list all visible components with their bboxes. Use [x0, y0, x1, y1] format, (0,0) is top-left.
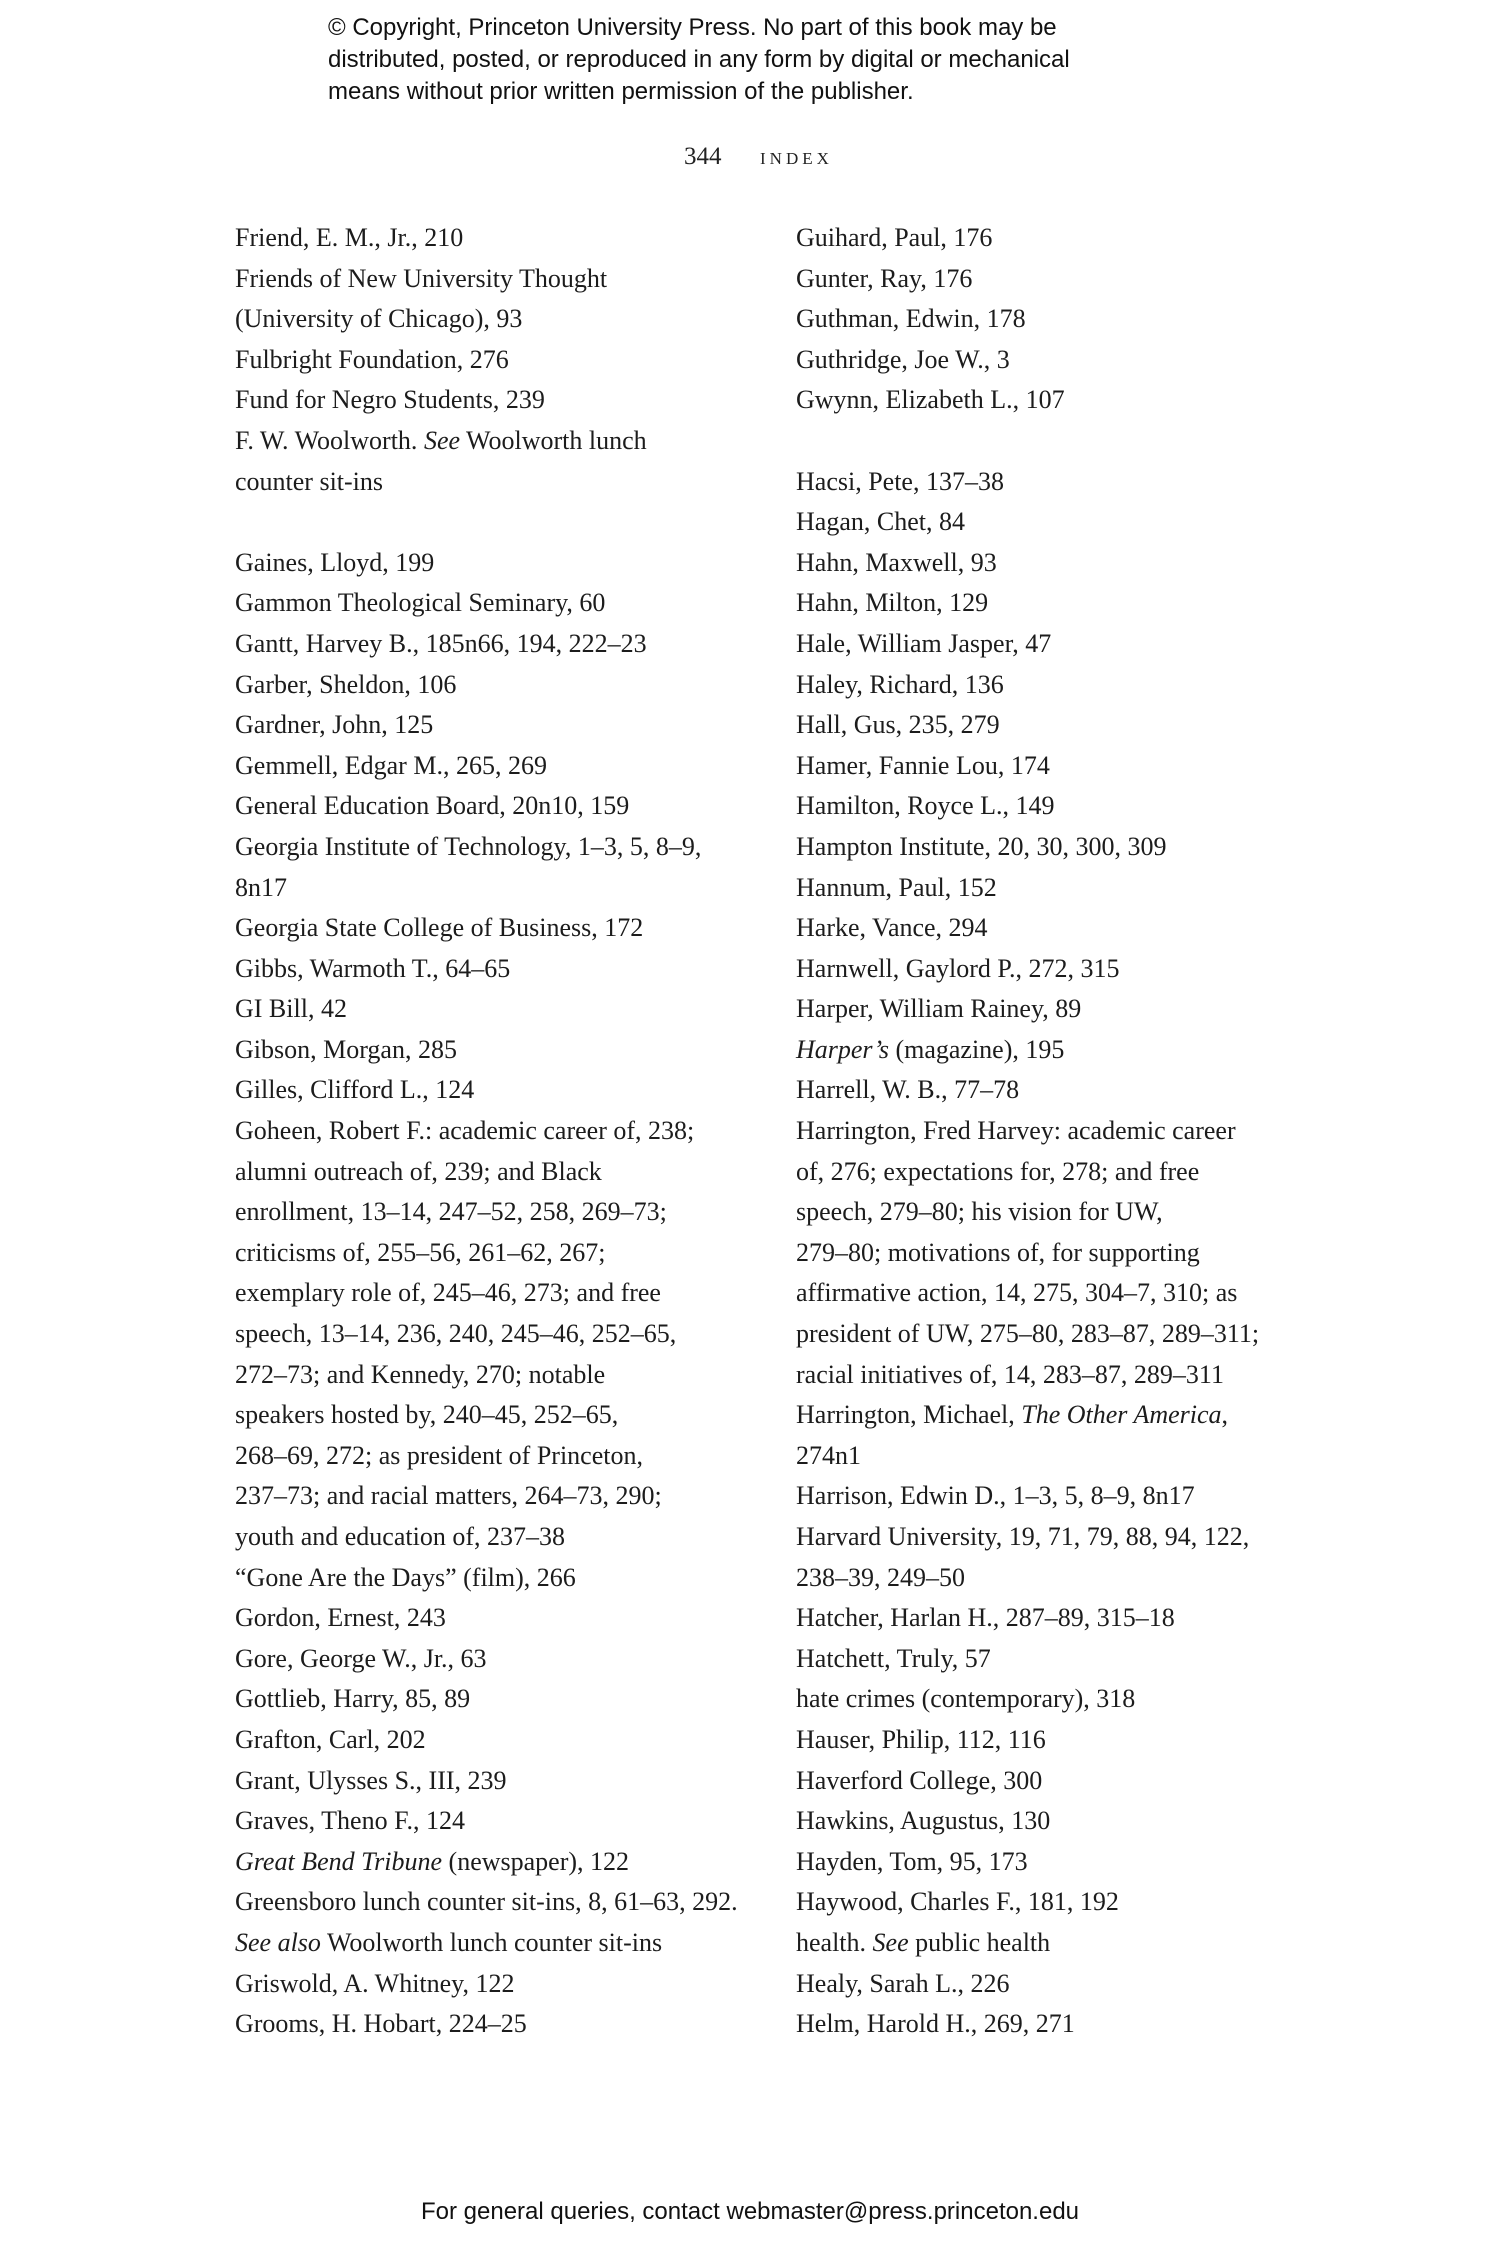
entry-text: speech, 13–14, 236, 240, 245–46, 252–65,: [235, 1319, 677, 1349]
index-entry: [796, 1639, 1356, 1680]
index-entry: [796, 624, 1356, 665]
index-entry: [796, 705, 1356, 746]
entry-text: (newspaper), 122: [442, 1846, 630, 1876]
entry-text: racial initiatives of, 14, 283–87, 289–311: [796, 1359, 1224, 1389]
index-entry-heading-line: [235, 1111, 775, 1152]
index-entry: [796, 827, 1356, 868]
index-entry-continuation-line: [235, 1395, 775, 1436]
index-entry-heading-line: [235, 1801, 775, 1842]
index-entry: [796, 1070, 1356, 1111]
index-entry: [796, 2004, 1356, 2045]
entry-text: of, 276; expectations for, 278; and free: [796, 1156, 1200, 1186]
index-entry-heading-line: [796, 1070, 1356, 1111]
index-entry: [796, 989, 1356, 1030]
entry-text: Grant, Ulysses S., III, 239: [235, 1765, 507, 1795]
entry-text: affirmative action, 14, 275, 304–7, 310; as: [796, 1278, 1238, 1308]
entry-text: Gordon, Ernest, 243: [235, 1603, 446, 1633]
entry-text: Fulbright Foundation, 276: [235, 344, 509, 374]
entry-text: ,: [1221, 1400, 1229, 1430]
index-entry: [796, 1679, 1356, 1720]
entry-text: Fund for Negro Students, 239: [235, 385, 545, 415]
index-entry-continuation-line: [235, 1517, 775, 1558]
index-entry: [235, 543, 775, 584]
index-entry: [235, 583, 775, 624]
index-entry-heading-line: [796, 1395, 1356, 1436]
index-entry-heading-line: [796, 665, 1356, 706]
entry-text: Hahn, Maxwell, 93: [796, 547, 997, 577]
entry-text: GI Bill, 42: [235, 994, 347, 1024]
index-entry-heading-line: [796, 908, 1356, 949]
entry-text: speakers hosted by, 240–45, 252–65,: [235, 1400, 619, 1430]
entry-text: criticisms of, 255–56, 261–62, 267;: [235, 1237, 606, 1267]
entry-text: 274n1: [796, 1440, 861, 1470]
index-entry-continuation-line: [235, 1476, 775, 1517]
index-entry: [235, 1679, 775, 1720]
index-entry-heading-line: [796, 259, 1356, 300]
index-entry-heading-line: [796, 502, 1356, 543]
entry-text: Friends of New University Thought: [235, 263, 608, 293]
entry-text: General Education Board, 20n10, 159: [235, 791, 630, 821]
index-entry-heading-line: [235, 1679, 775, 1720]
index-entry-heading-line: [796, 1679, 1356, 1720]
entry-text: Hatcher, Harlan H., 287–89, 315–18: [796, 1603, 1175, 1633]
italic-text: See also: [235, 1927, 321, 1957]
index-entry: [796, 665, 1356, 706]
index-column-right: [796, 218, 1356, 2045]
index-entry: [235, 1964, 775, 2005]
entry-text: Gibbs, Warmoth T., 64–65: [235, 953, 511, 983]
entry-text: exemplary role of, 245–46, 273; and free: [235, 1278, 661, 1308]
index-entry-continuation-line: [796, 1436, 1356, 1477]
entry-text: Hale, William Jasper, 47: [796, 628, 1052, 658]
entry-text: Hahn, Milton, 129: [796, 588, 989, 618]
entry-text: Gammon Theological Seminary, 60: [235, 588, 606, 618]
entry-text: Hamer, Fannie Lou, 174: [796, 750, 1050, 780]
letter-group-gap: [796, 421, 1356, 462]
index-entry-heading-line: [235, 421, 775, 462]
index-entry-heading-line: [796, 2004, 1356, 2045]
index-entry-heading-line: [796, 1639, 1356, 1680]
index-entry-heading-line: [235, 624, 775, 665]
entry-text: Goheen, Robert F.: academic career of, 238;: [235, 1116, 695, 1146]
index-entry-continuation-line: [235, 1923, 775, 1964]
index-entry-heading-line: [796, 949, 1356, 990]
index-entry-heading-line: [796, 705, 1356, 746]
index-entry: [235, 380, 775, 421]
index-entry-heading-line: [235, 1761, 775, 1802]
index-entry-heading-line: [235, 746, 775, 787]
entry-text: Gantt, Harvey B., 185n66, 194, 222–23: [235, 628, 647, 658]
entry-text: enrollment, 13–14, 247–52, 258, 269–73;: [235, 1197, 667, 1227]
index-entry: [796, 380, 1356, 421]
index-entry-heading-line: [796, 340, 1356, 381]
index-entry-continuation-line: [235, 1314, 775, 1355]
entry-text: Helm, Harold H., 269, 271: [796, 2009, 1075, 2039]
index-entry: [796, 1761, 1356, 1802]
index-entry: [235, 1720, 775, 1761]
index-entry: [796, 868, 1356, 909]
entry-text: (University of Chicago), 93: [235, 304, 523, 334]
entry-text: Graves, Theno F., 124: [235, 1806, 465, 1836]
index-entry: [796, 1964, 1356, 2005]
index-entry-heading-line: [235, 543, 775, 584]
index-entry: [796, 1517, 1356, 1598]
copyright-line: © Copyright, Princeton University Press. No part of this book may be: [328, 14, 1057, 41]
index-entry-heading-line: [796, 1761, 1356, 1802]
index-entry-continuation-line: [235, 462, 775, 503]
index-entry-heading-line: [235, 1030, 775, 1071]
entry-text: Guthman, Edwin, 178: [796, 304, 1026, 334]
index-entry: [235, 908, 775, 949]
index-entry: [235, 1882, 775, 1963]
index-entry: [796, 218, 1356, 259]
index-entry: [235, 421, 775, 502]
entry-text: Friend, E. M., Jr., 210: [235, 223, 464, 252]
index-entry-heading-line: [796, 380, 1356, 421]
index-entry-continuation-line: [235, 1233, 775, 1274]
index-entry: [235, 705, 775, 746]
index-entry: [796, 299, 1356, 340]
index-entry-heading-line: [796, 299, 1356, 340]
index-entry-heading-line: [235, 908, 775, 949]
index-entry-heading-line: [796, 1720, 1356, 1761]
index-entry-heading-line: [235, 1964, 775, 2005]
entry-text: 8n17: [235, 872, 287, 902]
entry-text: Woolworth lunch counter sit-ins: [320, 1927, 663, 1957]
index-entry: [796, 746, 1356, 787]
entry-text: Georgia State College of Business, 172: [235, 913, 644, 943]
entry-text: Hall, Gus, 235, 279: [796, 710, 1000, 740]
index-entry: [235, 624, 775, 665]
index-entry-heading-line: [796, 462, 1356, 503]
entry-text: 237–73; and racial matters, 264–73, 290;: [235, 1481, 662, 1511]
index-entry-heading-line: [235, 1720, 775, 1761]
index-entry-heading-line: [235, 1882, 775, 1923]
index-entry: [235, 1598, 775, 1639]
entry-text: Gunter, Ray, 176: [796, 263, 973, 293]
entry-text: hate crimes (contemporary), 318: [796, 1684, 1136, 1714]
entry-text: Guihard, Paul, 176: [796, 223, 993, 252]
entry-text: Haley, Richard, 136: [796, 669, 1004, 699]
index-entry-heading-line: [796, 746, 1356, 787]
index-entry-continuation-line: [796, 1273, 1356, 1314]
copyright-line: means without prior written permission of the publisher.: [328, 78, 914, 105]
index-entry-heading-line: [235, 1598, 775, 1639]
index-entry-continuation-line: [796, 1558, 1356, 1599]
index-entry-continuation-line: [796, 1355, 1356, 1396]
copyright-line: distributed, posted, or reproduced in any form by digital or mechanical: [328, 46, 1070, 73]
index-entry-heading-line: [235, 259, 775, 300]
index-entry: [235, 989, 775, 1030]
index-entry-continuation-line: [235, 868, 775, 909]
index-entry: [796, 1111, 1356, 1395]
index-entry-heading-line: [796, 1476, 1356, 1517]
entry-text: (magazine), 195: [888, 1034, 1065, 1064]
index-entry-heading-line: [796, 1882, 1356, 1923]
entry-text: Haverford College, 300: [796, 1765, 1043, 1795]
index-entry: [796, 1720, 1356, 1761]
footer-contact: For general queries, contact webmaster@press.princeton.edu: [420, 2198, 1080, 2225]
index-entry-heading-line: [796, 1030, 1356, 1071]
index-entry-heading-line: [235, 1842, 775, 1883]
entry-text: counter sit-ins: [235, 466, 384, 496]
index-entry: [796, 502, 1356, 543]
entry-text: Garber, Sheldon, 106: [235, 669, 457, 699]
entry-text: Harrington, Fred Harvey: academic career: [796, 1116, 1236, 1146]
index-entry: [235, 1801, 775, 1842]
index-entry-heading-line: [796, 1517, 1356, 1558]
index-entry: [235, 1558, 775, 1599]
entry-text: Gilles, Clifford L., 124: [235, 1075, 475, 1105]
copyright-notice: [328, 12, 1208, 108]
index-entry-heading-line: [796, 583, 1356, 624]
index-entry-continuation-line: [796, 1314, 1356, 1355]
index-entry-continuation-line: [235, 1152, 775, 1193]
entry-text: health.: [796, 1927, 873, 1957]
index-entry: [796, 786, 1356, 827]
index-entry-heading-line: [796, 827, 1356, 868]
entry-text: Hacsi, Pete, 137–38: [796, 466, 1004, 496]
index-entry-heading-line: [235, 705, 775, 746]
entry-text: Gottlieb, Harry, 85, 89: [235, 1684, 471, 1714]
entry-text: Harrison, Edwin D., 1–3, 5, 8–9, 8n17: [796, 1481, 1195, 1511]
entry-text: 279–80; motivations of, for supporting: [796, 1237, 1200, 1267]
index-entry-heading-line: [796, 868, 1356, 909]
index-entry-continuation-line: [796, 1152, 1356, 1193]
entry-text: Harper, William Rainey, 89: [796, 994, 1082, 1024]
italic-text: Harper’s: [796, 1034, 889, 1064]
entry-text: alumni outreach of, 239; and Black: [235, 1156, 602, 1186]
index-entry-heading-line: [796, 1923, 1356, 1964]
index-entry-continuation-line: [235, 1273, 775, 1314]
index-entry-continuation-line: [235, 1436, 775, 1477]
index-entry: [235, 786, 775, 827]
index-entry: [235, 1070, 775, 1111]
index-entry-heading-line: [235, 989, 775, 1030]
index-entry: [796, 1030, 1356, 1071]
page-number: 344: [684, 143, 722, 170]
index-entry-continuation-line: [235, 299, 775, 340]
entry-text: president of UW, 275–80, 283–87, 289–311;: [796, 1319, 1260, 1349]
index-entry-heading-line: [796, 989, 1356, 1030]
index-entry: [235, 340, 775, 381]
running-head: [0, 140, 1500, 174]
index-entry-continuation-line: [796, 1233, 1356, 1274]
entry-text: 272–73; and Kennedy, 270; notable: [235, 1359, 606, 1389]
index-entry: [796, 1598, 1356, 1639]
entry-text: Haywood, Charles F., 181, 192: [796, 1887, 1119, 1917]
entry-text: Gaines, Lloyd, 199: [235, 547, 435, 577]
index-column-left: [235, 218, 775, 2045]
index-entry: [235, 949, 775, 990]
index-entry-heading-line: [235, 1558, 775, 1599]
index-entry: [796, 949, 1356, 990]
index-entry: [796, 259, 1356, 300]
index-entry-heading-line: [235, 1639, 775, 1680]
index-entry-heading-line: [235, 827, 775, 868]
italic-text: Great Bend Tribune: [235, 1846, 443, 1876]
entry-text: F. W. Woolworth.: [235, 425, 424, 455]
index-entry: [796, 1882, 1356, 1923]
index-entry-heading-line: [796, 1598, 1356, 1639]
index-entry-heading-line: [796, 1964, 1356, 2005]
index-entry: [235, 259, 775, 340]
index-entry-heading-line: [235, 2004, 775, 2045]
entry-text: Hawkins, Augustus, 130: [796, 1806, 1051, 1836]
index-entry: [235, 1111, 775, 1558]
entry-text: Hauser, Philip, 112, 116: [796, 1724, 1046, 1754]
entry-text: Hampton Institute, 20, 30, 300, 309: [796, 831, 1167, 861]
index-entry: [796, 1395, 1356, 1476]
index-entry-heading-line: [796, 218, 1356, 259]
entry-text: Harrell, W. B., 77–78: [796, 1075, 1020, 1105]
entry-text: Gwynn, Elizabeth L., 107: [796, 385, 1065, 415]
index-entry: [796, 1923, 1356, 1964]
index-entry: [796, 1842, 1356, 1883]
index-entry: [235, 1030, 775, 1071]
index-entry: [796, 543, 1356, 584]
index-entry: [235, 1761, 775, 1802]
index-entry: [796, 340, 1356, 381]
entry-text: 238–39, 249–50: [796, 1562, 965, 1592]
entry-text: Hagan, Chet, 84: [796, 507, 965, 537]
entry-text: Gibson, Morgan, 285: [235, 1034, 457, 1064]
index-entry-heading-line: [796, 624, 1356, 665]
index-entry: [235, 827, 775, 908]
index-entry: [796, 908, 1356, 949]
index-entry-heading-line: [235, 665, 775, 706]
index-entry-heading-line: [235, 786, 775, 827]
index-entry: [796, 462, 1356, 503]
entry-text: Harvard University, 19, 71, 79, 88, 94, 122,: [796, 1522, 1250, 1551]
index-entry-heading-line: [796, 1801, 1356, 1842]
italic-text: See: [872, 1927, 909, 1957]
entry-text: public health: [908, 1927, 1051, 1957]
index-entry-heading-line: [235, 218, 775, 259]
index-entry-continuation-line: [796, 1192, 1356, 1233]
entry-text: 268–69, 272; as president of Princeton,: [235, 1440, 643, 1470]
entry-text: Hannum, Paul, 152: [796, 872, 997, 902]
index-entry-heading-line: [796, 543, 1356, 584]
entry-text: Hatchett, Truly, 57: [796, 1643, 991, 1673]
index-entry-heading-line: [796, 786, 1356, 827]
index-entry-heading-line: [235, 380, 775, 421]
index-entry: [796, 1801, 1356, 1842]
index-entry-continuation-line: [235, 1192, 775, 1233]
index-entry: [796, 1476, 1356, 1517]
entry-text: Georgia Institute of Technology, 1–3, 5, 8–9,: [235, 831, 702, 861]
index-entry: [235, 746, 775, 787]
entry-text: Harrington, Michael,: [796, 1400, 1022, 1430]
index-entry: [235, 2004, 775, 2045]
entry-text: “Gone Are the Days” (film), 266: [235, 1562, 576, 1592]
letter-group-gap: [235, 502, 775, 543]
entry-text: Gore, George W., Jr., 63: [235, 1643, 487, 1673]
entry-text: Guthridge, Joe W., 3: [796, 344, 1010, 374]
index-entry-heading-line: [235, 583, 775, 624]
index-entry-heading-line: [235, 1070, 775, 1111]
entry-text: Woolworth lunch: [460, 425, 647, 455]
index-entry: [235, 1842, 775, 1883]
italic-text: The Other America: [1021, 1400, 1222, 1430]
entry-text: Healy, Sarah L., 226: [796, 1968, 1010, 1998]
section-title: INDEX: [760, 149, 833, 168]
entry-text: Grooms, H. Hobart, 224–25: [235, 2009, 527, 2039]
entry-text: Hamilton, Royce L., 149: [796, 791, 1055, 821]
entry-text: Hayden, Tom, 95, 173: [796, 1846, 1028, 1876]
index-entry-heading-line: [235, 340, 775, 381]
entry-text: speech, 279–80; his vision for UW,: [796, 1197, 1163, 1227]
entry-text: Gardner, John, 125: [235, 710, 434, 740]
index-entry: [235, 218, 775, 259]
index-entry-continuation-line: [235, 1355, 775, 1396]
entry-text: Harnwell, Gaylord P., 272, 315: [796, 953, 1120, 983]
entry-text: Grafton, Carl, 202: [235, 1724, 426, 1754]
index-entry-heading-line: [796, 1842, 1356, 1883]
entry-text: Greensboro lunch counter sit-ins, 8, 61–63, 292.: [235, 1887, 738, 1917]
index-entry-heading-line: [796, 1111, 1356, 1152]
index-entry: [796, 583, 1356, 624]
italic-text: See: [423, 425, 461, 455]
entry-text: Griswold, A. Whitney, 122: [235, 1968, 515, 1998]
index-entry: [235, 1639, 775, 1680]
entry-text: youth and education of, 237–38: [235, 1522, 565, 1551]
index-entry-heading-line: [235, 949, 775, 990]
entry-text: Gemmell, Edgar M., 265, 269: [235, 750, 547, 780]
entry-text: Harke, Vance, 294: [796, 913, 988, 943]
index-entry: [235, 665, 775, 706]
